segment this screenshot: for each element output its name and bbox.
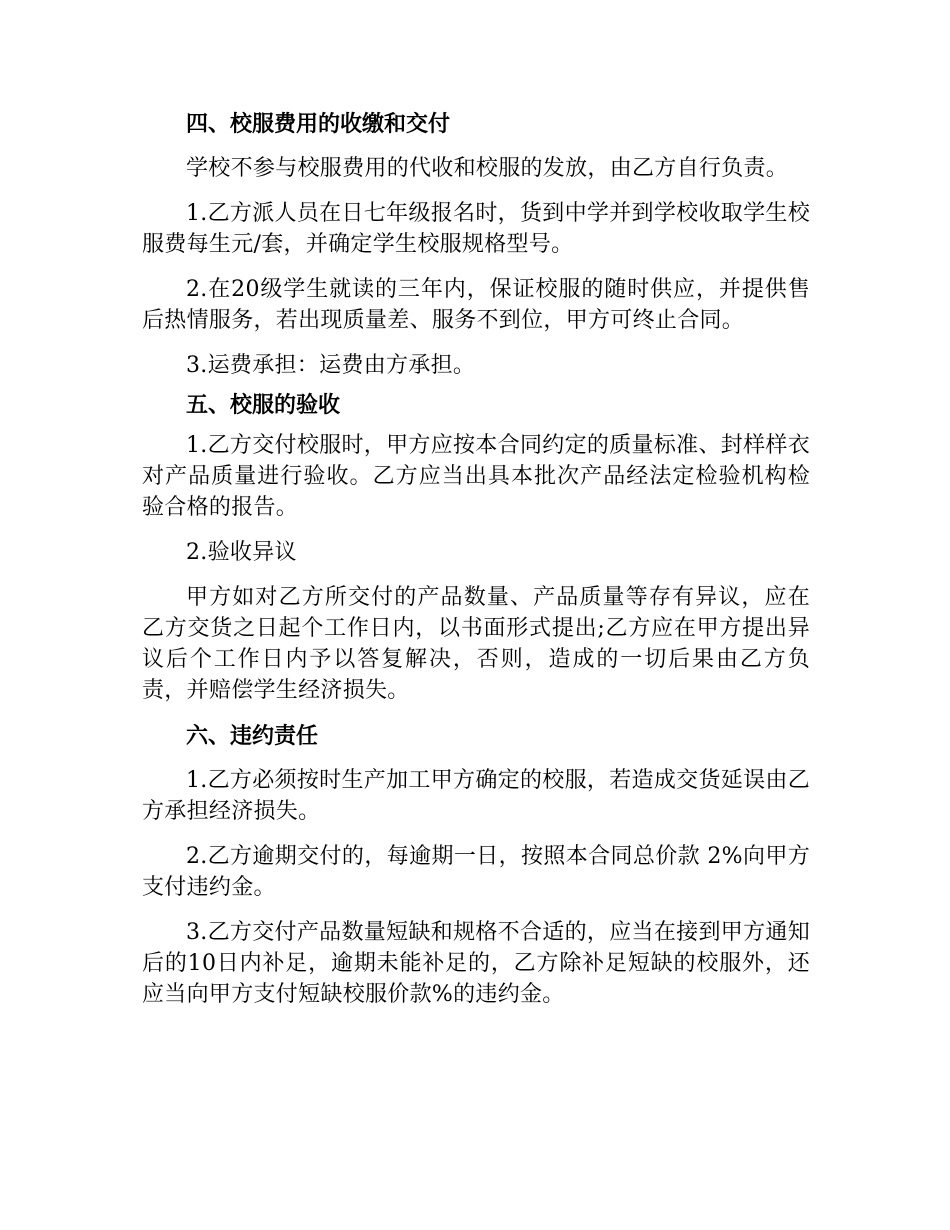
paragraph: 3.乙方交付产品数量短缺和规格不合适的，应当在接到甲方通知后的10日内补足，逾期未能补足的，乙方除补足短缺的校服外，还应当向甲方支付短缺校服价款%的违约金。 [142, 920, 810, 1007]
paragraph: 2.在20级学生就读的三年内，保证校服的随时供应，并提供售后热情服务，若出现质量差、服务不到位，甲方可终止合同。 [142, 277, 810, 333]
section-heading-acceptance: 五、校服的验收 [186, 393, 341, 418]
paragraph: 2.验收异议 [186, 540, 297, 565]
paragraph: 1.乙方交付校服时，甲方应按本合同约定的质量标准、封样样衣对产品质量进行验收。乙方应当出具本批次产品经法定检验机构检验合格的报告。 [142, 433, 810, 520]
paragraph: 甲方如对乙方所交付的产品数量、产品质量等存有异议，应在乙方交货之日起个工作日内，以书面形式提出;乙方应在甲方提出异议后个工作日内予以答复解决，否则，造成的一切后果由乙方负责，并赔偿学生经济损失。 [142, 585, 810, 703]
paragraph: 1.乙方必须按时生产加工甲方确定的校服，若造成交货延误由乙方承担经济损失。 [142, 768, 810, 824]
paragraph: 1.乙方派人员在日七年级报名时，货到中学并到学校收取学生校服费每生元/套，并确定学生校服规格型号。 [142, 201, 810, 257]
paragraph: 学校不参与校服费用的代收和校服的发放，由乙方自行负责。 [186, 156, 789, 181]
paragraph: 3.运费承担：运费由方承担。 [186, 353, 476, 378]
paragraph: 2.乙方逾期交付的，每逾期一日，按照本合同总价款 2%向甲方支付违约金。 [142, 844, 810, 900]
document-page [142, 108, 810, 1010]
section-heading-liability: 六、违约责任 [186, 724, 319, 749]
section-heading-fee-collection: 四、校服费用的收缴和交付 [186, 112, 451, 137]
